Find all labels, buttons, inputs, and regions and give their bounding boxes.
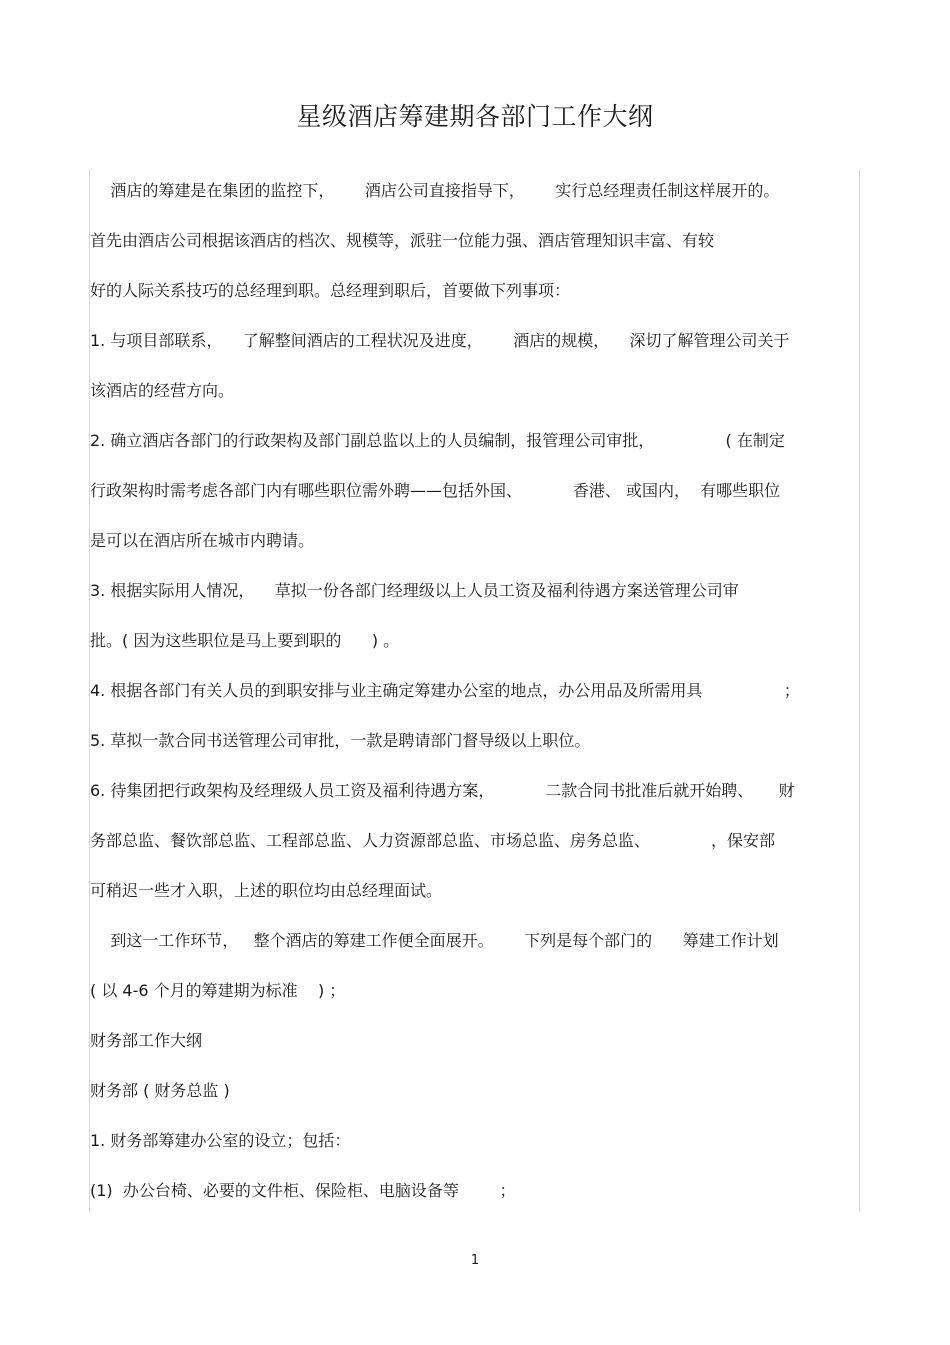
body-line: 6. 待集团把行政架构及经理级人员工资及福利待遇方案， 二款合同书批准后就开始聘、 财 (90, 781, 795, 800)
body-line: 5. 草拟一款合同书送管理公司审批，一款是聘请部门督导级以上职位。 (90, 731, 591, 750)
body-line: 3. 根据实际用人情况， 草拟一份各部门经理级以上人员工资及福利待遇方案送管理公司审 (90, 581, 739, 600)
body-line: (1) 办公台椅、必要的文件柜、保险柜、电脑设备等 ； (90, 1181, 516, 1200)
body-line: 好的人际关系技巧的总经理到职。总经理到职后，首要做下列事项： (90, 281, 571, 300)
page-number: 1 (470, 1253, 480, 1268)
right-margin-rule (859, 170, 860, 1212)
body-line: 是可以在酒店所在城市内聘请。 (90, 531, 315, 550)
body-line: 1. 与项目部联系， 了解整间酒店的工程状况及进度， 酒店的规模， 深切了解管理公司关于 (90, 331, 790, 350)
body-line: 4. 根据各部门有关人员的到职安排与业主确定筹建办公室的地点，办公用品及所需用具 ； (90, 681, 800, 700)
body-line: 2. 确立酒店各部门的行政架构及部门副总监以上的人员编制，报管理公司审批， ( 在制定 (90, 431, 785, 450)
body-line: 行政架构时需考虑各部门内有哪些职位需外聘——包括外国、 香港、 或国内， 有哪些职位 (90, 481, 781, 500)
body-line: 务部总监、餐饮部总监、工程部总监、人力资源部总监、市场总监、房务总监、 ，保安部 (90, 831, 776, 850)
body-line: 到这一工作环节， 整个酒店的筹建工作便全面展开。 下列是每个部门的 筹建工作计划 (90, 931, 779, 950)
body-line: ( 以 4-6 个月的筹建期为标准 ) ； (90, 981, 346, 1000)
document-title: 星级酒店筹建期各部门工作大纲 (296, 102, 654, 131)
body-line: 1. 财务部筹建办公室的设立；包括： (90, 1131, 351, 1150)
body-line: 酒店的筹建是在集团的监控下， 酒店公司直接指导下， 实行总经理责任制这样展开的。 (90, 181, 780, 200)
section-heading: 财务部工作大纲 (90, 1031, 203, 1050)
body-line: 批。( 因为这些职位是马上要到职的 ) 。 (90, 631, 400, 650)
body-line: 可稍迟一些才入职，上述的职位均由总经理面试。 (90, 881, 443, 900)
body-line: 该酒店的经营方向。 (90, 381, 235, 400)
body-line: 财务部 ( 财务总监 ) (90, 1081, 230, 1100)
body-line: 首先由酒店公司根据该酒店的档次、规模等，派驻一位能力强、酒店管理知识丰富、有较 (90, 231, 715, 250)
